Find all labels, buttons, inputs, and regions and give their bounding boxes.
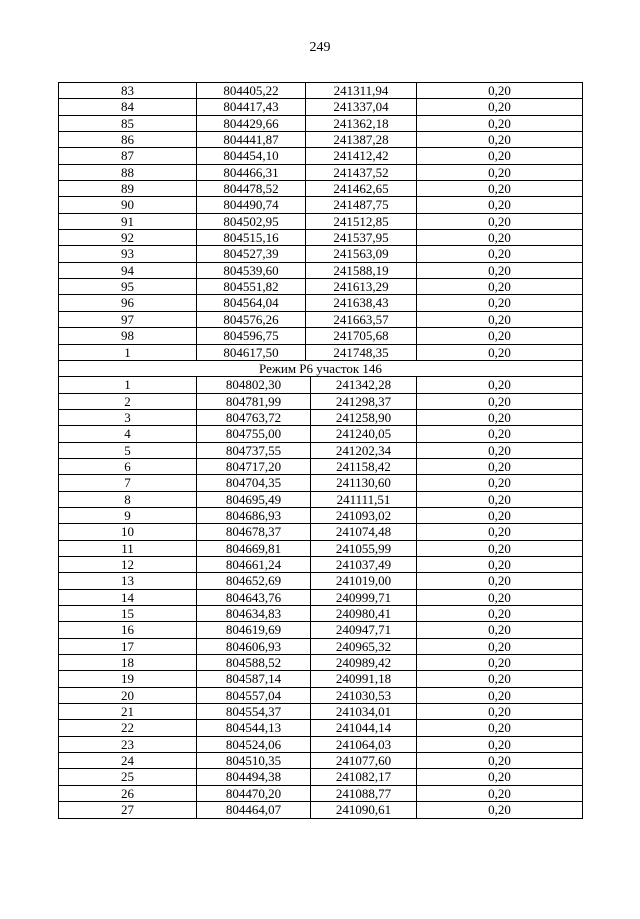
x-coordinate-cell: 804466,31: [197, 165, 306, 180]
y-coordinate-cell: 240947,71: [311, 622, 417, 637]
table-row: [59, 639, 582, 655]
table-row: [59, 786, 582, 802]
table-row: [59, 181, 582, 197]
accuracy-cell: 0,20: [488, 622, 511, 638]
point-number-cell: 96: [59, 295, 197, 310]
point-number-cell: 87: [59, 148, 197, 163]
accuracy-cell: 0,20: [488, 687, 511, 703]
accuracy-cell: 0,20: [488, 115, 511, 131]
point-number-cell: 26: [59, 786, 197, 801]
y-coordinate-cell: 241258,90: [311, 410, 417, 425]
point-number-cell: 7: [59, 475, 197, 490]
accuracy-cell: 0,20: [488, 246, 511, 262]
x-coordinate-cell: 804669,81: [197, 541, 311, 556]
x-coordinate-cell: 804494,38: [197, 769, 311, 784]
point-number-cell: 25: [59, 769, 197, 784]
table-row: [59, 475, 582, 491]
table-row: [59, 753, 582, 769]
table-row: [59, 590, 582, 606]
y-coordinate-cell: 241362,18: [306, 116, 417, 131]
point-number-cell: 8: [59, 492, 197, 507]
x-coordinate-cell: 804652,69: [197, 573, 311, 588]
y-coordinate-cell: 241044,14: [311, 720, 417, 735]
y-coordinate-cell: 241202,34: [311, 443, 417, 458]
point-number-cell: 5: [59, 443, 197, 458]
point-number-cell: 98: [59, 328, 197, 343]
table-row: [59, 394, 582, 410]
x-coordinate-cell: 804417,43: [197, 99, 306, 114]
accuracy-cell: 0,20: [488, 295, 511, 311]
x-coordinate-cell: 804551,82: [197, 279, 306, 294]
table-row: [59, 524, 582, 540]
y-coordinate-cell: 241337,04: [306, 99, 417, 114]
table-row: [59, 426, 582, 442]
accuracy-cell: 0,20: [488, 491, 511, 507]
y-coordinate-cell: 240999,71: [311, 590, 417, 605]
y-coordinate-cell: 241638,43: [306, 295, 417, 310]
x-coordinate-cell: 804704,35: [197, 475, 311, 490]
accuracy-cell: 0,20: [488, 148, 511, 164]
accuracy-cell: 0,20: [488, 704, 511, 720]
table-row: [59, 295, 582, 311]
x-coordinate-cell: 804619,69: [197, 622, 311, 637]
accuracy-cell: 0,20: [488, 606, 511, 621]
accuracy-cell: 0,20: [488, 507, 511, 523]
y-coordinate-cell: 241588,19: [306, 263, 417, 278]
point-number-cell: 85: [59, 116, 197, 131]
point-number-cell: 18: [59, 655, 197, 670]
coordinates-table: [58, 82, 583, 819]
point-number-cell: 11: [59, 541, 197, 556]
x-coordinate-cell: 804686,93: [197, 508, 311, 523]
accuracy-cell: 0,20: [488, 426, 511, 442]
table-row: [59, 541, 582, 557]
point-number-cell: 15: [59, 606, 197, 621]
table-row: [59, 557, 582, 573]
table-row: [59, 230, 582, 246]
point-number-cell: 10: [59, 524, 197, 539]
accuracy-cell: 0,20: [488, 279, 511, 295]
point-number-cell: 4: [59, 426, 197, 441]
point-number-cell: 88: [59, 165, 197, 180]
x-coordinate-cell: 804527,39: [197, 246, 306, 261]
point-number-cell: 20: [59, 688, 197, 703]
accuracy-cell: 0,20: [488, 769, 511, 785]
x-coordinate-cell: 804554,37: [197, 704, 311, 719]
y-coordinate-cell: 241064,03: [311, 737, 417, 752]
point-number-cell: 86: [59, 132, 197, 147]
y-coordinate-cell: 241090,61: [311, 802, 417, 818]
y-coordinate-cell: 241613,29: [306, 279, 417, 294]
point-number-cell: 9: [59, 508, 197, 523]
y-coordinate-cell: 241487,75: [306, 197, 417, 212]
y-coordinate-cell: 241342,28: [311, 377, 417, 392]
table-row: [59, 197, 582, 213]
accuracy-cell: 0,20: [488, 377, 511, 393]
accuracy-cell: 0,20: [488, 213, 511, 229]
table-row: [59, 769, 582, 785]
point-number-cell: 6: [59, 459, 197, 474]
accuracy-cell: 0,20: [488, 720, 511, 736]
x-coordinate-cell: 804470,20: [197, 786, 311, 801]
accuracy-cell: 0,20: [488, 753, 511, 769]
x-coordinate-cell: 804763,72: [197, 410, 311, 425]
x-coordinate-cell: 804510,35: [197, 753, 311, 768]
table-row: [59, 116, 582, 132]
table-row: [59, 622, 582, 638]
table-row: [59, 459, 582, 475]
point-number-cell: 21: [59, 704, 197, 719]
table-row: [59, 443, 582, 459]
accuracy-cell: 0,20: [488, 638, 511, 654]
x-coordinate-cell: 804478,52: [197, 181, 306, 196]
table-row: [59, 802, 582, 818]
y-coordinate-cell: 241037,49: [311, 557, 417, 572]
y-coordinate-cell: 241512,85: [306, 214, 417, 229]
x-coordinate-cell: 804454,10: [197, 148, 306, 163]
table-row: [59, 704, 582, 720]
x-coordinate-cell: 804490,74: [197, 197, 306, 212]
y-coordinate-cell: 241240,05: [311, 426, 417, 441]
accuracy-cell: 0,20: [488, 442, 511, 458]
accuracy-cell: 0,20: [488, 181, 511, 197]
section-header-row: [59, 361, 582, 377]
point-number-cell: 1: [59, 345, 197, 360]
table-row: [59, 606, 582, 622]
x-coordinate-cell: 804678,37: [197, 524, 311, 539]
x-coordinate-cell: 804617,50: [197, 345, 306, 360]
table-row: [59, 720, 582, 736]
accuracy-cell: 0,20: [488, 164, 511, 180]
accuracy-cell: 0,20: [488, 409, 511, 425]
y-coordinate-cell: 241130,60: [311, 475, 417, 490]
point-number-cell: 14: [59, 590, 197, 605]
point-number-cell: 24: [59, 753, 197, 768]
x-coordinate-cell: 804596,75: [197, 328, 306, 343]
accuracy-cell: 0,20: [488, 589, 511, 605]
table-row: [59, 132, 582, 148]
y-coordinate-cell: 241387,28: [306, 132, 417, 147]
point-number-cell: 27: [59, 802, 197, 818]
x-coordinate-cell: 804717,20: [197, 459, 311, 474]
x-coordinate-cell: 804544,13: [197, 720, 311, 735]
point-number-cell: 89: [59, 181, 197, 196]
accuracy-cell: 0,20: [488, 197, 511, 213]
y-coordinate-cell: 241663,57: [306, 312, 417, 327]
point-number-cell: 94: [59, 263, 197, 278]
x-coordinate-cell: 804539,60: [197, 263, 306, 278]
accuracy-cell: 0,20: [488, 328, 511, 344]
x-coordinate-cell: 804587,14: [197, 671, 311, 686]
table-row: [59, 99, 582, 115]
y-coordinate-cell: 241074,48: [311, 524, 417, 539]
accuracy-cell: 0,20: [488, 655, 511, 671]
y-coordinate-cell: 241437,52: [306, 165, 417, 180]
y-coordinate-cell: 241462,65: [306, 181, 417, 196]
table-row: [59, 279, 582, 295]
accuracy-cell: 0,20: [488, 573, 511, 589]
table-row: [59, 410, 582, 426]
y-coordinate-cell: 241563,09: [306, 246, 417, 261]
y-coordinate-cell: 241030,53: [311, 688, 417, 703]
y-coordinate-cell: 240989,42: [311, 655, 417, 670]
y-coordinate-cell: 241077,60: [311, 753, 417, 768]
table-row: [59, 328, 582, 344]
point-number-cell: 19: [59, 671, 197, 686]
x-coordinate-cell: 804576,26: [197, 312, 306, 327]
accuracy-cell: 0,20: [488, 802, 511, 818]
accuracy-cell: 0,20: [488, 83, 511, 98]
table-row: [59, 165, 582, 181]
point-number-cell: 3: [59, 410, 197, 425]
y-coordinate-cell: 241082,17: [311, 769, 417, 784]
accuracy-cell: 0,20: [488, 524, 511, 540]
x-coordinate-cell: 804634,83: [197, 606, 311, 621]
accuracy-cell: 0,20: [488, 556, 511, 572]
accuracy-cell: 0,20: [488, 393, 511, 409]
table-row: [59, 573, 582, 589]
point-number-cell: 90: [59, 197, 197, 212]
accuracy-cell: 0,20: [488, 311, 511, 327]
y-coordinate-cell: 240980,41: [311, 606, 417, 621]
point-number-cell: 12: [59, 557, 197, 572]
table-row: [59, 377, 582, 393]
x-coordinate-cell: 804405,22: [197, 83, 306, 98]
y-coordinate-cell: 241055,99: [311, 541, 417, 556]
x-coordinate-cell: 804515,16: [197, 230, 306, 245]
point-number-cell: 92: [59, 230, 197, 245]
table-row: [59, 492, 582, 508]
point-number-cell: 22: [59, 720, 197, 735]
y-coordinate-cell: 241537,95: [306, 230, 417, 245]
accuracy-cell: 0,20: [488, 344, 511, 360]
table-row: [59, 312, 582, 328]
point-number-cell: 23: [59, 737, 197, 752]
accuracy-cell: 0,20: [488, 671, 511, 687]
table-row: [59, 83, 582, 99]
y-coordinate-cell: 241019,00: [311, 573, 417, 588]
accuracy-cell: 0,20: [488, 785, 511, 801]
point-number-cell: 83: [59, 83, 197, 98]
y-coordinate-cell: 241158,42: [311, 459, 417, 474]
y-coordinate-cell: 241705,68: [306, 328, 417, 343]
accuracy-cell: 0,20: [488, 458, 511, 474]
point-number-cell: 1: [59, 377, 197, 392]
accuracy-cell: 0,20: [488, 262, 511, 278]
table-row: [59, 688, 582, 704]
y-coordinate-cell: 241034,01: [311, 704, 417, 719]
table-row: [59, 246, 582, 262]
y-coordinate-cell: 241412,42: [306, 148, 417, 163]
x-coordinate-cell: 804557,04: [197, 688, 311, 703]
x-coordinate-cell: 804755,00: [197, 426, 311, 441]
x-coordinate-cell: 804661,24: [197, 557, 311, 572]
x-coordinate-cell: 804429,66: [197, 116, 306, 131]
point-number-cell: 91: [59, 214, 197, 229]
accuracy-cell: 0,20: [488, 736, 511, 752]
y-coordinate-cell: 241298,37: [311, 394, 417, 409]
table-row: [59, 214, 582, 230]
x-coordinate-cell: 804695,49: [197, 492, 311, 507]
x-coordinate-cell: 804441,87: [197, 132, 306, 147]
x-coordinate-cell: 804464,07: [197, 802, 311, 818]
table-row: [59, 263, 582, 279]
x-coordinate-cell: 804781,99: [197, 394, 311, 409]
x-coordinate-cell: 804502,95: [197, 214, 306, 229]
point-number-cell: 93: [59, 246, 197, 261]
y-coordinate-cell: 241311,94: [306, 83, 417, 98]
x-coordinate-cell: 804524,06: [197, 737, 311, 752]
point-number-cell: 95: [59, 279, 197, 294]
x-coordinate-cell: 804606,93: [197, 639, 311, 654]
table-row: [59, 655, 582, 671]
accuracy-cell: 0,20: [488, 230, 511, 246]
x-coordinate-cell: 804643,76: [197, 590, 311, 605]
table-row: [59, 737, 582, 753]
table-row: [59, 671, 582, 687]
x-coordinate-cell: 804737,55: [197, 443, 311, 458]
y-coordinate-cell: 241111,51: [311, 492, 417, 507]
accuracy-cell: 0,20: [488, 475, 511, 491]
accuracy-cell: 0,20: [488, 132, 511, 148]
point-number-cell: 97: [59, 312, 197, 327]
point-number-cell: 17: [59, 639, 197, 654]
accuracy-cell: 0,20: [488, 99, 511, 115]
table-row: [59, 148, 582, 164]
y-coordinate-cell: 241748,35: [306, 345, 417, 360]
point-number-cell: 16: [59, 622, 197, 637]
y-coordinate-cell: 240965,32: [311, 639, 417, 654]
section-title: Режим Р6 участок 146: [259, 360, 382, 376]
point-number-cell: 2: [59, 394, 197, 409]
accuracy-cell: 0,20: [488, 540, 511, 556]
x-coordinate-cell: 804564,04: [197, 295, 306, 310]
point-number-cell: 13: [59, 573, 197, 588]
point-number-cell: 84: [59, 99, 197, 114]
y-coordinate-cell: 240991,18: [311, 671, 417, 686]
y-coordinate-cell: 241093,02: [311, 508, 417, 523]
y-coordinate-cell: 241088,77: [311, 786, 417, 801]
x-coordinate-cell: 804802,30: [197, 377, 311, 392]
table-row: [59, 508, 582, 524]
page-number: 249: [309, 40, 331, 55]
x-coordinate-cell: 804588,52: [197, 655, 311, 670]
table-row: [59, 345, 582, 361]
